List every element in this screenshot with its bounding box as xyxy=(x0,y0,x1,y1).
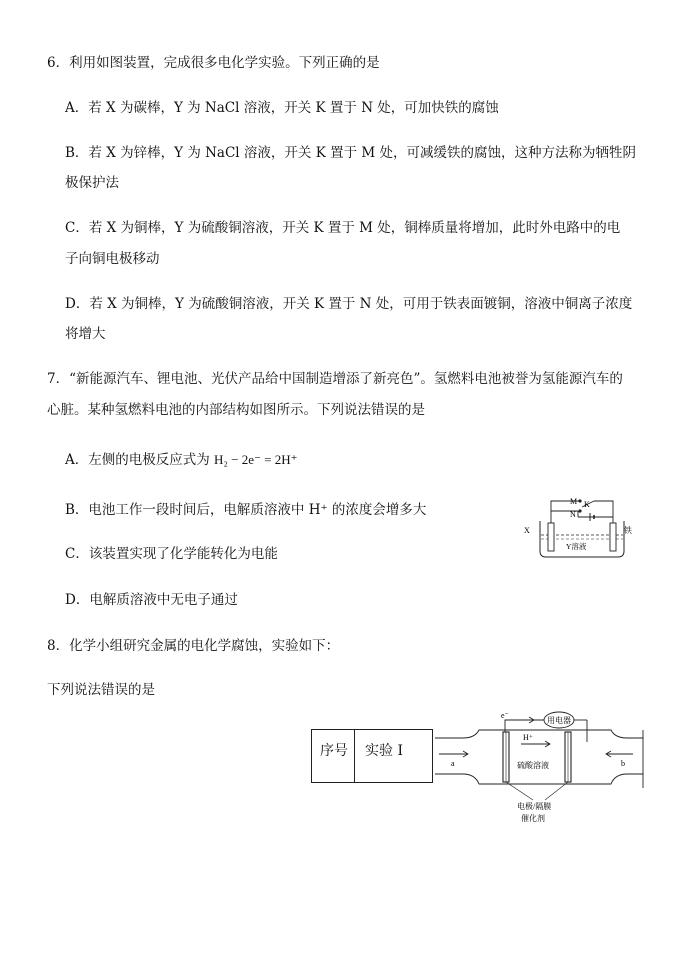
electrochemical-cell-figure xyxy=(520,493,635,563)
q7-stem: 7．“新能源汽车、锂电池、光伏产品给中国制造增添了新亮色”。氢燃料电池被誉为氢能源汽车的 xyxy=(47,371,623,387)
label-solution: 硫酸溶液 xyxy=(517,761,549,770)
electrode-iron xyxy=(610,523,616,551)
q7-option-a xyxy=(65,451,298,469)
label-m: M xyxy=(570,497,578,506)
q7-option-d: D．电解质溶液中无电子通过 xyxy=(65,592,238,608)
q7-option-c: C．该装置实现了化学能转化为电能 xyxy=(65,546,278,562)
q6-stem: 6．利用如图装置，完成很多电化学实验。下列正确的是 xyxy=(47,55,380,71)
label-iron: 铁 xyxy=(624,526,632,535)
label-electron: e⁻ xyxy=(501,711,509,720)
label-catalyst: 催化剂 xyxy=(521,814,545,823)
q7-option-a-formula: H₂ − 2e⁻ = 2H⁺ xyxy=(214,452,298,467)
label-solution: Y溶液 xyxy=(566,542,587,551)
q7-stem-cont: 心脏。某种氢燃料电池的内部结构如图所示。下列说法错误的是 xyxy=(47,402,425,418)
q6-option-b: B．若 X 为锌棒，Y 为 NaCl 溶液，开关 K 置于 M 处，可减缓铁的腐蚀，这种方法称为牺牲阴 xyxy=(65,145,636,161)
label-device: 用电器 xyxy=(547,716,571,725)
table-header-index: 序号 xyxy=(320,743,348,759)
label-n: N xyxy=(570,510,576,519)
label-inlet-b: b xyxy=(621,759,625,768)
table-header-experiment: 实验 I xyxy=(365,743,403,759)
label-proton: H⁺ xyxy=(523,733,533,742)
q7-option-a-text: A．左侧的电极反应式为 xyxy=(65,452,210,468)
q6-option-a: A．若 X 为碳棒，Y 为 NaCl 溶液，开关 K 置于 N 处，可加快铁的腐蚀 xyxy=(65,100,499,116)
q6-option-c-cont: 子向铜电极移动 xyxy=(65,251,160,267)
q6-option-d: D．若 X 为铜棒，Y 为硫酸铜溶液，开关 K 置于 N 处，可用于铁表面镀铜，溶液中铜离子浓度 xyxy=(65,296,633,312)
q7-option-b: B．电池工作一段时间后，电解质溶液中 H⁺ 的浓度会增多大 xyxy=(65,502,427,518)
fuel-cell-figure xyxy=(433,708,658,828)
experiment-table xyxy=(311,729,433,783)
q8-stem: 8．化学小组研究金属的电化学腐蚀，实验如下： xyxy=(47,638,340,654)
q6-option-d-cont: 将增大 xyxy=(65,326,106,342)
label-k: K xyxy=(584,500,590,509)
electrode-x xyxy=(548,523,554,551)
q8-sub: 下列说法错误的是 xyxy=(47,682,155,698)
label-inlet-a: a xyxy=(451,759,455,768)
q6-option-c: C．若 X 为铜棒，Y 为硫酸铜溶液，开关 K 置于 M 处，铜棒质量将增加，此时外电路中的电 xyxy=(65,220,621,236)
label-x: X xyxy=(524,526,530,535)
label-electrode-membrane: 电极/隔膜 xyxy=(517,802,552,811)
q6-option-b-cont: 极保护法 xyxy=(65,175,119,191)
table-divider xyxy=(354,730,355,782)
